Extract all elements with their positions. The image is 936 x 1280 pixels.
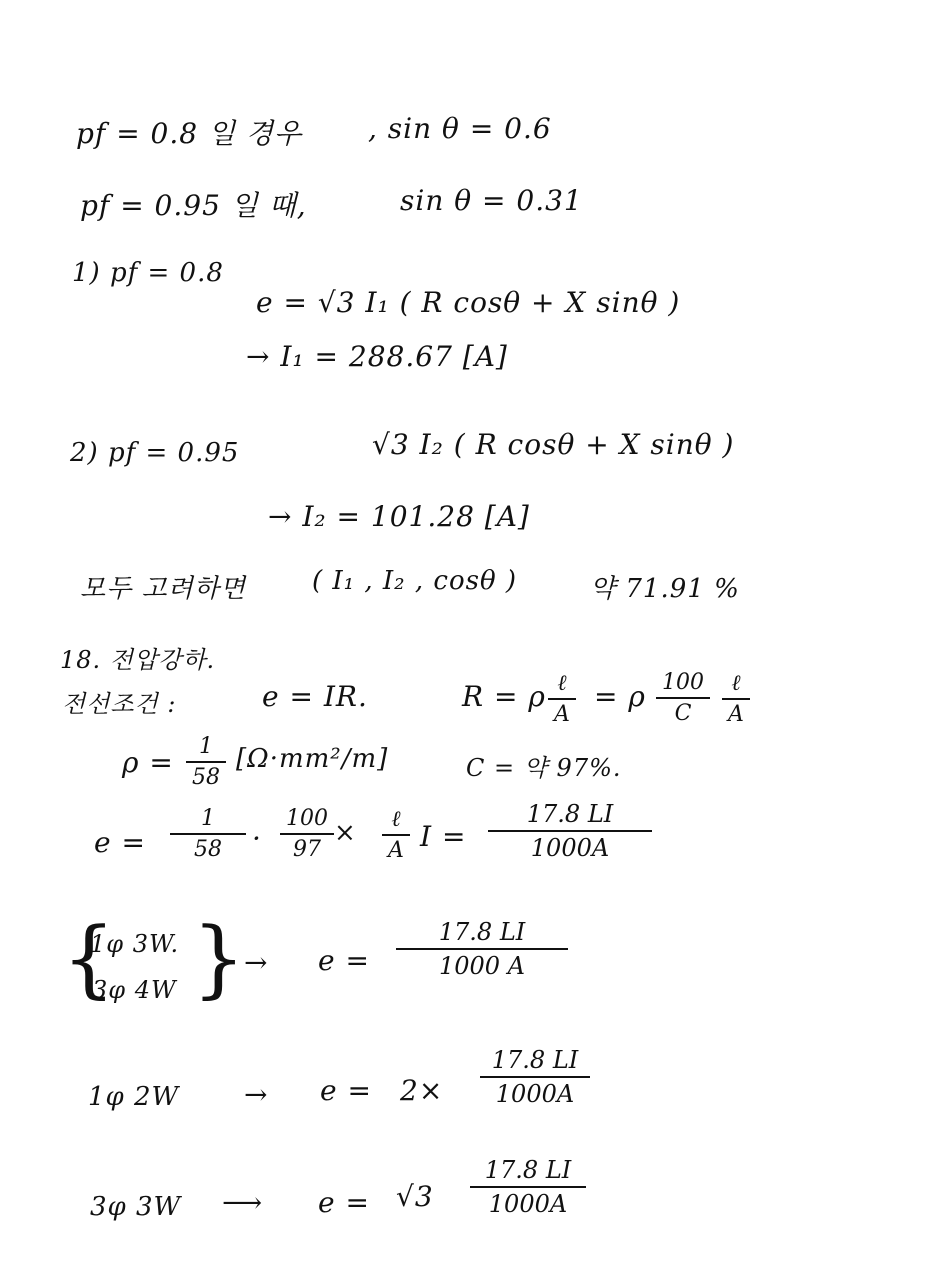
system1-num: 17.8 LI	[438, 918, 526, 946]
system3-num: 17.8 LI	[484, 1156, 572, 1184]
e-frac4-num: 17.8 LI	[526, 800, 614, 828]
case2-label: 2) pf = 0.95	[70, 438, 240, 468]
line1-pf: pf = 0.8 일 경우	[76, 117, 303, 150]
system3-fraction	[470, 1156, 586, 1218]
r-fraction-1	[548, 670, 576, 727]
system3-den: 1000A	[488, 1190, 568, 1218]
system3-coefficient: √3	[396, 1180, 434, 1213]
e-current: I =	[420, 820, 467, 853]
system1-fraction	[396, 918, 568, 980]
e-frac4-den: 1000A	[530, 834, 610, 862]
r-frac3-num: ℓ	[731, 671, 741, 696]
line2-sin: sin θ = 0.31	[400, 184, 583, 217]
r-mid: = ρ	[594, 680, 646, 713]
line2-pf: pf = 0.95 일 때,	[80, 189, 307, 222]
system2-coefficient: 2×	[400, 1074, 444, 1107]
case2-result: → I₂ = 101.28 [A]	[268, 500, 530, 533]
system1-e-prefix: e =	[318, 944, 370, 977]
case2-equation: √3 I₂ ( R cosθ + X sinθ )	[372, 428, 735, 461]
e-frac3-den: A	[388, 838, 404, 863]
r-frac1-num: ℓ	[557, 671, 567, 696]
summary-left: 모두 고려하면	[80, 574, 246, 604]
e-fraction-result	[488, 800, 652, 862]
e-dot: ·	[252, 822, 262, 855]
e-fraction-1	[170, 806, 246, 862]
r-prefix: R = ρ	[462, 680, 546, 713]
system3-arrow: ⟶	[222, 1186, 264, 1219]
e-frac1-num: 1	[201, 806, 215, 831]
left-brace: {	[62, 909, 116, 1007]
line1-sin: , sin θ = 0.6	[368, 112, 552, 145]
system1-label-top: 1φ 3W.	[90, 930, 180, 958]
case1-result: → I₁ = 288.67 [A]	[246, 340, 508, 373]
conductivity-value: C = 약 97%.	[466, 754, 622, 782]
system3-label: 3φ 3W	[90, 1192, 182, 1222]
e-frac2-den: 97	[293, 837, 321, 862]
e-fraction-2	[280, 806, 334, 862]
case1-label: 1) pf = 0.8	[72, 258, 224, 288]
system2-arrow: →	[244, 1078, 269, 1111]
system2-e-prefix: e =	[320, 1074, 372, 1107]
e-prefix: e =	[94, 826, 146, 859]
rho-frac-den: 58	[192, 765, 220, 790]
case1-equation: e = √3 I₁ ( R cosθ + X sinθ )	[256, 286, 681, 319]
rho-fraction	[186, 734, 226, 790]
r-frac2-num: 100	[662, 670, 704, 695]
r-frac2-den: C	[674, 701, 692, 726]
e-fraction-3	[382, 806, 410, 863]
system3-e-prefix: e =	[318, 1186, 370, 1219]
r-frac3-den: A	[728, 702, 744, 727]
e-frac1-den: 58	[194, 837, 222, 862]
rho-unit: [Ω·mm²/m]	[236, 744, 389, 774]
summary-mid: ( I₁ , I₂ , cosθ )	[312, 566, 518, 596]
r-fraction-3	[722, 670, 750, 727]
r-frac1-den: A	[554, 702, 570, 727]
wire-condition-label: 전선조건 :	[62, 690, 177, 718]
system2-label: 1φ 2W	[88, 1082, 180, 1112]
e-equals-ir: e = IR.	[262, 680, 368, 713]
system1-den: 1000 A	[438, 952, 526, 980]
rho-prefix: ρ =	[122, 746, 174, 779]
e-frac3-num: ℓ	[391, 807, 401, 832]
r-fraction-2	[656, 670, 710, 726]
system1-arrow: →	[244, 946, 269, 979]
system2-den: 1000A	[495, 1080, 575, 1108]
system2-fraction	[480, 1046, 590, 1108]
section-title: 18. 전압강하.	[60, 646, 216, 674]
rho-frac-num: 1	[199, 734, 213, 759]
e-frac2-num: 100	[286, 806, 328, 831]
e-times: ×	[334, 818, 357, 848]
system2-num: 17.8 LI	[491, 1046, 579, 1074]
system1-label-bottom: 3φ 4W	[92, 976, 177, 1004]
right-brace: }	[192, 909, 246, 1007]
summary-result: 약 71.91 %	[590, 574, 740, 604]
